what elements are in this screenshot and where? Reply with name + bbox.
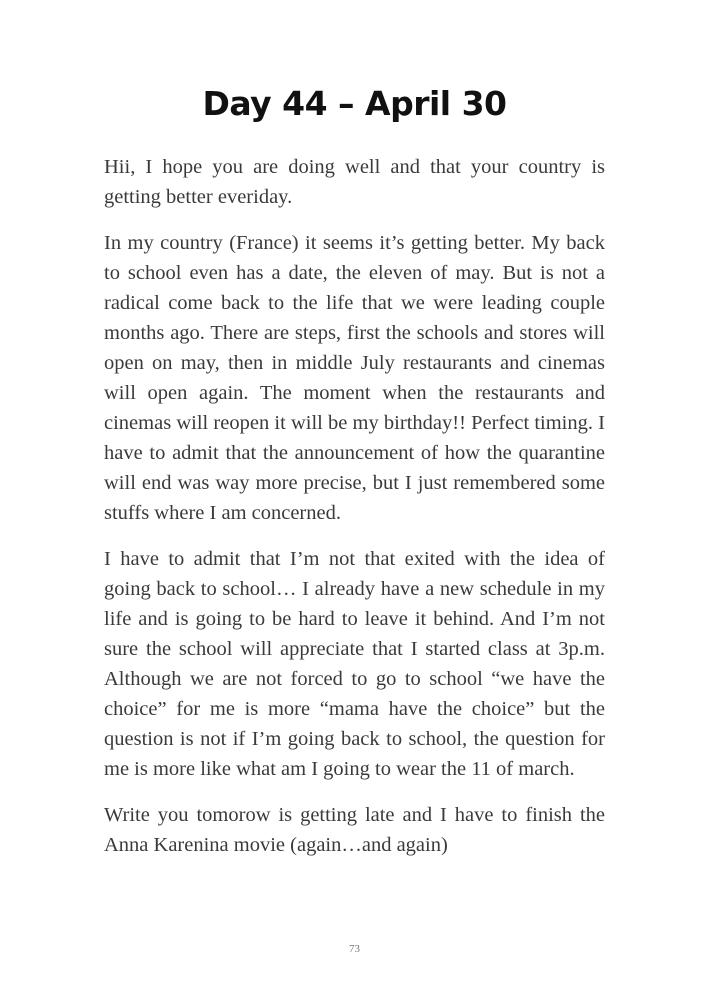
paragraph-closing: Write you tomorow is getting late and I have to finish the Anna Karenina movie (again…and again)	[104, 804, 605, 856]
paragraph-france-update: In my country (France) it seems it’s getting better. My back to school even has a date, the eleven of may. But is not a radical come back to the life that we were leading couple months ago. There are steps, first the schools and stores will open on may, then in middle July restaurants and cinemas will open again. The moment when the restaurants and cinemas will reopen it will be my birthday!! Perfect timing. I have to admit that the announcement of how the quarantine will end was way more precise, but I just remembered some stuffs where I am concerned.	[104, 232, 605, 524]
paragraph-back-to-school: I have to admit that I’m not that exited with the idea of going back to school… I already have a new schedule in my life and is going to be hard to leave it behind. And I’m not sure the school will appreciate that I started class at 3p.m. Although we are not forced to go to school “we have the choice” for me is more “mama have the choice” but the question is not if I’m going back to school, the question for me is more like what am I going to wear the 11 of march.	[104, 548, 605, 780]
page-number: 73	[349, 943, 360, 955]
paragraph-greeting: Hii, I hope you are doing well and that your country is getting better everiday.	[104, 156, 605, 208]
diary-entry-body	[104, 152, 605, 860]
page-title: Day 44 – April 30	[202, 84, 507, 123]
